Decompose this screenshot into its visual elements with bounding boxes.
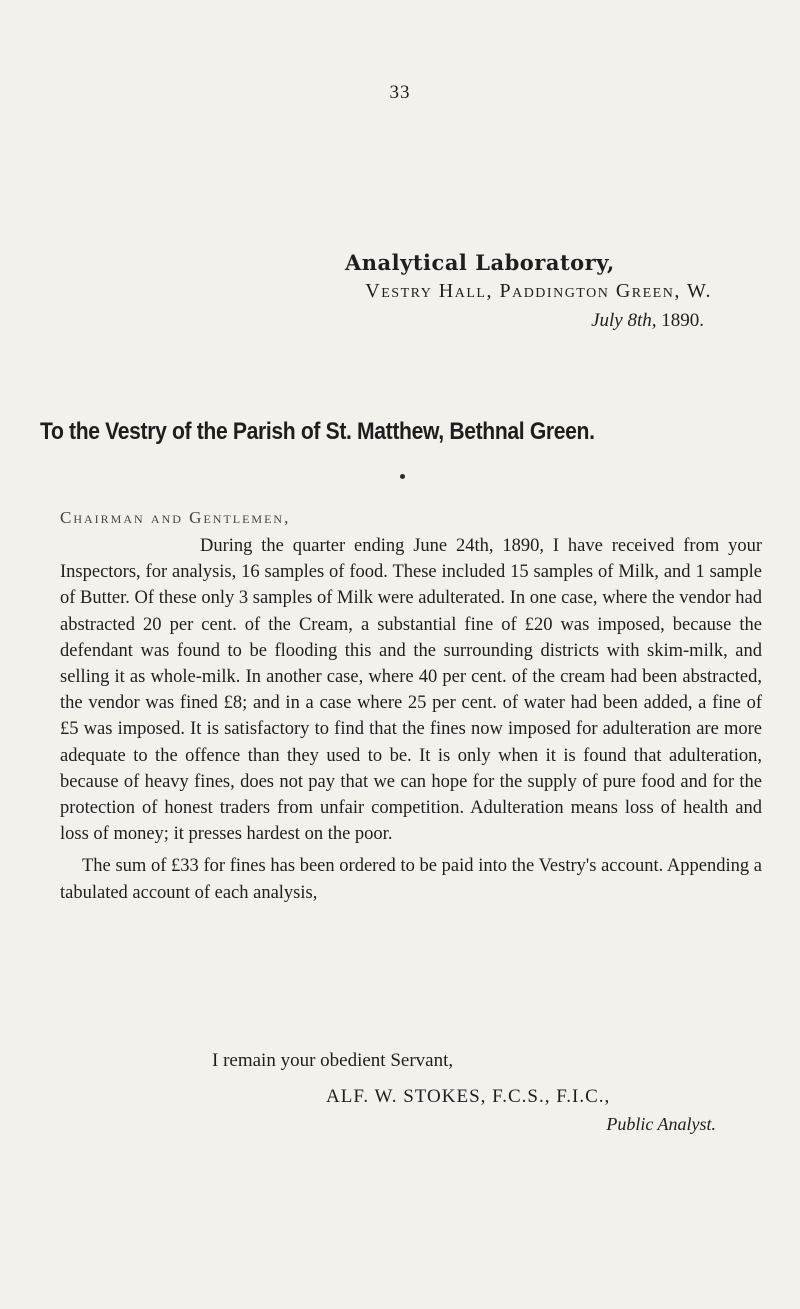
letter-body (60, 533, 762, 906)
address-line: Vestry Hall, Paddington Green, W. (365, 280, 712, 302)
date-year: 1890. (656, 310, 704, 331)
signature-name: ALF. W. STOKES, F.C.S., F.I.C., (326, 1086, 611, 1107)
salutation: Chairman and Gentlemen, (60, 508, 291, 527)
ornament-dot (400, 474, 405, 479)
page-number: 33 (389, 82, 411, 103)
date-month-day: July 8th, (591, 310, 657, 331)
signature-role: Public Analyst. (606, 1114, 716, 1134)
closing-line: I remain your obedient Servant, (212, 1050, 454, 1071)
letter-date (591, 310, 704, 332)
body-paragraph-1: During the quarter ending June 24th, 1890, I have received from your Inspectors, for analysis, 16 samples of food. These included 15 samples of Milk, and 1 sample of Butter. Of these only 3 samples of Milk were adulterated. In one case, where the vendor had abstracted 20 per cent. of the Cream, a substantial fine of £20 was imposed, because the defendant was found to be flooding this and the surrounding districts with skim-milk, and selling it as whole-milk. In another case, where 40 per cent. of the cream had been abstracted, the vendor was fined £8; and in a case where 25 per cent. of water had been added, a fine of £5 was imposed. It is satisfactory to find that the fines now imposed for adulteration are more adequate to the offence than they used to be. It is only when it is found that adulteration, because of heavy fines, does not pay that we can hope for the supply of pure food and for the protection of honest traders from unfair competition. Adulteration means loss of health and loss of money; it presses hardest on the poor. (60, 536, 762, 845)
body-paragraph-2: The sum of £33 for fines has been ordered to be paid into the Vestry's account. Appending a tabulated account of each analysis, (60, 856, 762, 903)
laboratory-heading: Analytical Laboratory, (345, 250, 615, 275)
recipient-heading: To the Vestry of the Parish of St. Matthew, Bethnal Green. (40, 418, 595, 445)
